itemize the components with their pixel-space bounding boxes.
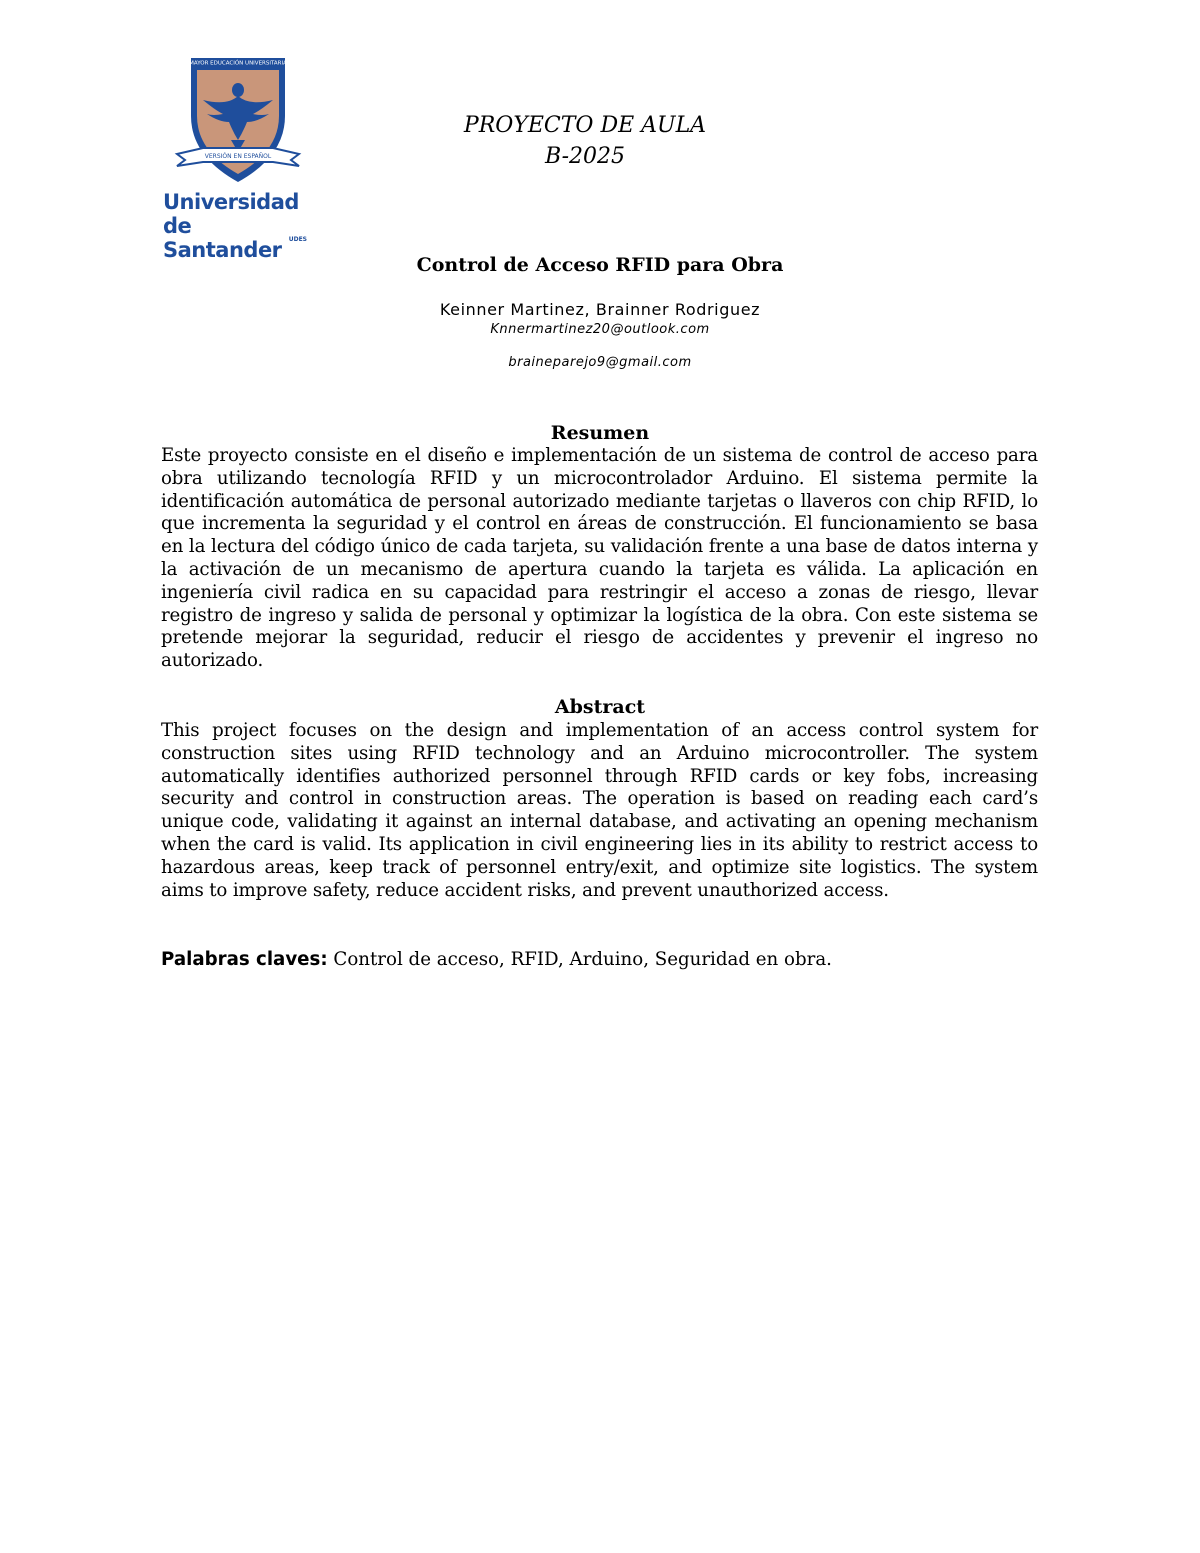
author-email-1: Knnermartinez20@outlook.com bbox=[490, 322, 710, 337]
paper-title: Control de Acceso RFID para Obra bbox=[416, 254, 784, 276]
paper-authors: Keinner Martinez, Brainner Rodriguez bbox=[439, 300, 761, 319]
abstract-paragraph: This project focuses on the design and implementation of an access control system for construction sites using RFID technology and an Arduino microcontroller. The system automatically identifies authorized personnel through RFID cards or key fobs, increasing security and control in construction areas. The operation is based on reading each card’s unique code, validating it against an internal database, and activating an opening mechanism when the card is valid. Its application in civil engineering lies in its ability to restrict access to hazardous areas, keep track of personnel entry/exit, and optimize site logistics. The system aims to improve safety, reduce accident risks, and prevent unauthorized access. bbox=[161, 720, 1038, 901]
logo-university-name bbox=[163, 190, 313, 262]
shield-emblem-icon bbox=[163, 56, 313, 186]
logo-name-line1: Universidad bbox=[163, 190, 299, 214]
project-header-line2: B-2025 bbox=[545, 144, 625, 169]
logo-acronym: UDES bbox=[288, 236, 307, 243]
resumen-paragraph: Este proyecto consiste en el diseño e implementación de un sistema de control de acceso para obra utilizando tecnología RFID y un microcontrolador Arduino. El sistema permite la identificación automática de personal autorizado mediante tarjetas o llaveros con chip RFID, lo que incrementa la seguridad y el control en áreas de construcción. El funcionamiento se basa en la lectura del código único de cada tarjeta, su validación frente a una base de datos interna y la activación de un mecanismo de apertura cuando la tarjeta es válida. La aplicación en ingeniería civil radica en su capacidad para restringir el acceso a zonas de riesgo, llevar registro de ingreso y salida de personal y optimizar la logística de la obra. Con este sistema se pretende mejorar la seguridad, reducir el riesgo de accidentes y prevenir el ingreso no autorizado. bbox=[161, 445, 1038, 672]
resumen-heading: Resumen bbox=[550, 422, 650, 444]
abstract-heading: Abstract bbox=[554, 696, 646, 718]
logo-ribbon-text: VERSIÓN EN ESPAÑOL bbox=[204, 153, 272, 160]
keywords-line bbox=[161, 948, 1038, 972]
project-header-line1: PROYECTO DE AULA bbox=[463, 113, 707, 138]
logo-banner-text: MAYOR EDUCACIÓN UNIVERSITARIA bbox=[189, 60, 287, 67]
logo-name-line2: de Santander bbox=[163, 214, 282, 262]
author-email-2: braineparejo9@gmail.com bbox=[508, 355, 692, 370]
project-header bbox=[385, 110, 785, 172]
university-logo bbox=[163, 56, 313, 262]
keywords-label: Palabras claves: bbox=[161, 949, 328, 970]
keywords-text: Control de acceso, RFID, Arduino, Seguridad en obra. bbox=[333, 949, 832, 970]
